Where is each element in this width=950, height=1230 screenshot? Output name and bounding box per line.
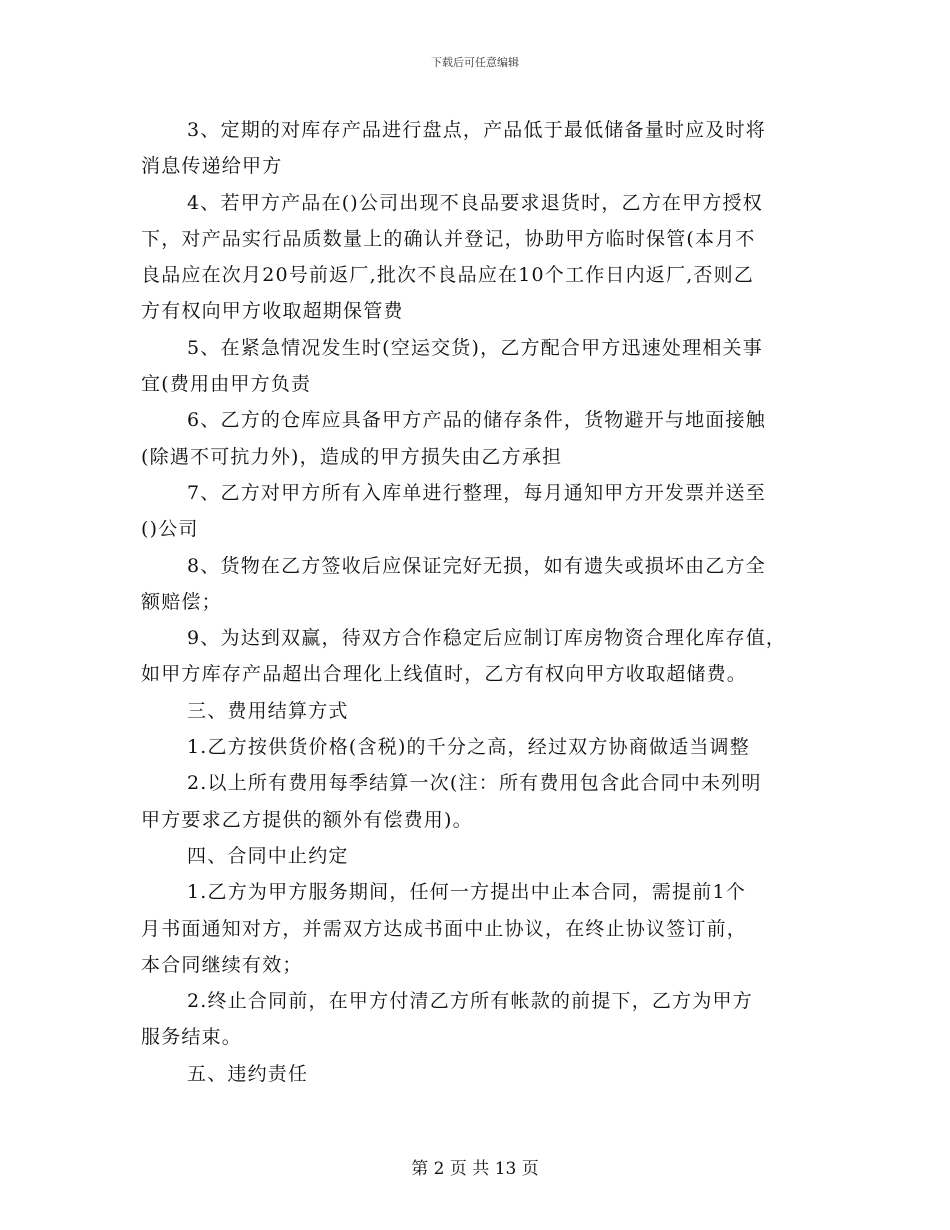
clause-7-line-2: ()公司 <box>141 518 199 541</box>
section-4-item-2-line-1: 2.终止合同前，在甲方付清乙方所有帐款的前提下，乙方为甲方 <box>187 990 753 1013</box>
clause-4-line-2: 下，对产品实行品质数量上的确认并登记，协助甲方临时保管(本月不 <box>141 227 756 250</box>
clause-4-line-3: 良品应在次月20号前返厂,批次不良品应在10个工作日内返厂,否则乙 <box>141 264 755 287</box>
section-3-item-2-line-2: 甲方要求乙方提供的额外有偿费用)。 <box>141 808 473 831</box>
page-header: 下载后可任意编辑 <box>431 56 519 69</box>
section-5-heading: 五、违约责任 <box>187 1062 309 1085</box>
section-4-item-1-line-3: 本合同继续有效； <box>141 953 303 976</box>
section-3-item-1: 1.乙方按供货价格(含税)的千分之高，经过双方协商做适当调整 <box>187 736 750 759</box>
clause-9-line-2: 如甲方库存产品超出合理化上线值时，乙方有权向甲方收取超储费。 <box>141 663 748 686</box>
clause-4-line-4: 方有权向甲方收取超期保管费 <box>141 300 404 323</box>
clause-3-line-2: 消息传递给甲方 <box>141 155 283 178</box>
clause-6-line-2: (除遇不可抗力外)，造成的甲方损失由乙方承担 <box>141 445 563 468</box>
clause-7-line-1: 7、乙方对甲方所有入库单进行整理，每月通知甲方开发票并送至 <box>187 481 766 504</box>
clause-5-line-1: 5、在紧急情况发生时(空运交货)，乙方配合甲方迅速处理相关事 <box>187 336 763 359</box>
clause-9-line-1: 9、为达到双赢，待双方合作稳定后应制订库房物资合理化库存值， <box>187 627 787 650</box>
clause-4-line-1: 4、若甲方产品在()公司出现不良品要求退货时，乙方在甲方授权 <box>187 191 763 214</box>
document-body <box>141 112 831 1092</box>
section-4-item-1-line-1: 1.乙方为甲方服务期间，任何一方提出中止本合同，需提前1个 <box>187 881 747 904</box>
clause-3-line-1: 3、定期的对库存产品进行盘点，产品低于最低储备量时应及时将 <box>187 119 766 141</box>
section-3-item-2-line-1: 2.以上所有费用每季结算一次(注：所有费用包含此合同中未列明 <box>187 772 762 795</box>
section-3-heading: 三、费用结算方式 <box>187 699 349 722</box>
section-4-item-1-line-2: 月书面通知对方，并需双方达成书面中止协议，在终止协议签订前， <box>141 917 748 940</box>
clause-8-line-1: 8、货物在乙方签收后应保证完好无损，如有遗失或损坏由乙方全 <box>187 554 766 577</box>
section-4-item-2-line-2: 服务结束。 <box>141 1026 243 1049</box>
clause-6-line-1: 6、乙方的仓库应具备甲方产品的储存条件，货物避开与地面接触 <box>187 409 766 432</box>
clause-8-line-2: 额赔偿； <box>141 590 222 613</box>
page-footer: 第 2 页 共 13 页 <box>411 1159 539 1179</box>
section-4-heading: 四、合同中止约定 <box>187 844 349 867</box>
clause-5-line-2: 宜(费用由甲方负责 <box>141 373 312 396</box>
